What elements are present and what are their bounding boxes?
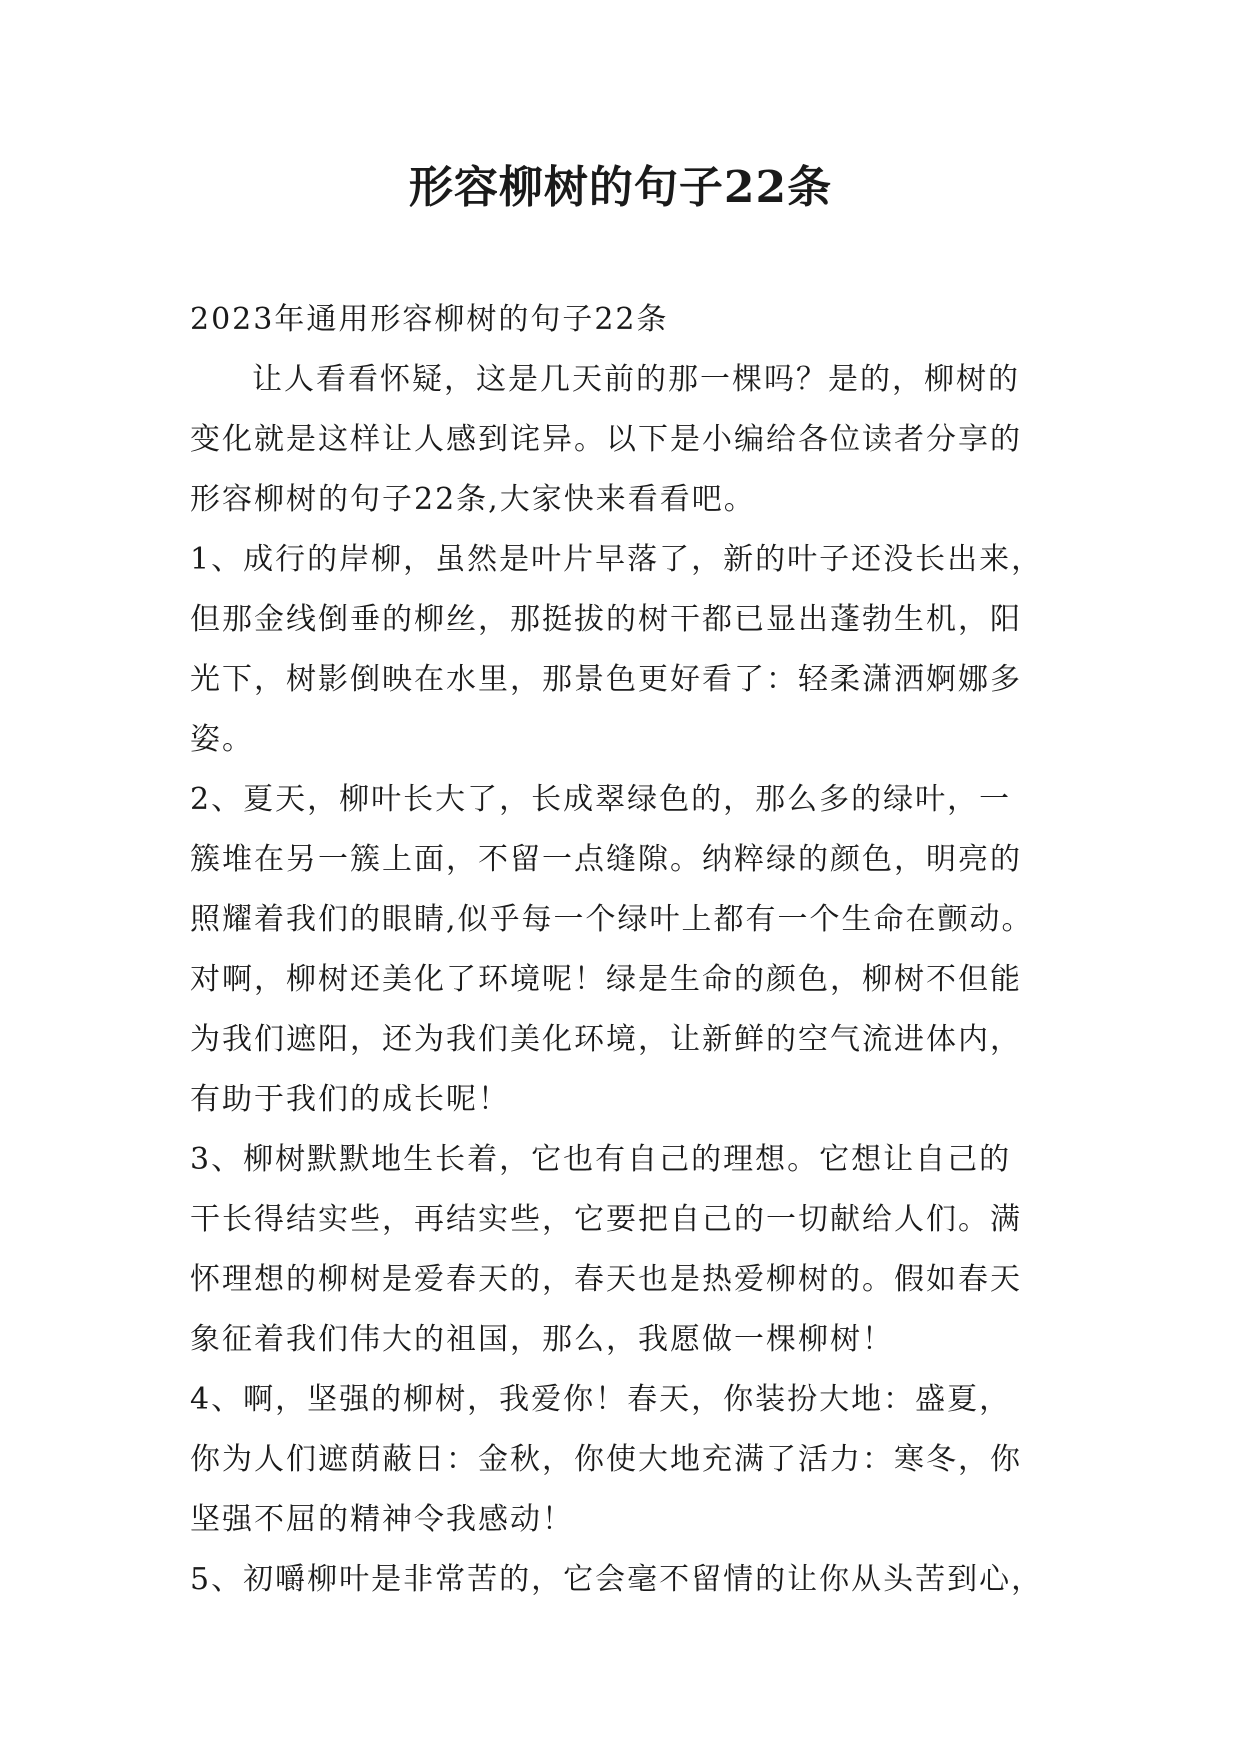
paragraph-line: 1、成行的岸柳，虽然是叶片早落了，新的叶子还没长出来， (190, 542, 1044, 577)
paragraph-line: 3、柳树默默地生长着，它也有自己的理想。它想让自己的 (190, 1142, 1012, 1177)
paragraph-line: 你为人们遮荫蔽日：金秋，你使大地充满了活力：寒冬，你 (190, 1442, 1022, 1477)
paragraph-line: 2、夏天，柳叶长大了，长成翠绿色的，那么多的绿叶，一 (190, 782, 1012, 817)
intro-line: 变化就是这样让人感到诧异。以下是小编给各位读者分享的 (190, 422, 1022, 457)
paragraph-line: 簇堆在另一簇上面，不留一点缝隙。纳粹绿的颜色，明亮的 (190, 842, 1022, 877)
document-body (190, 290, 1070, 1610)
paragraph-line: 象征着我们伟大的祖国，那么，我愿做一棵柳树！ (190, 1322, 894, 1357)
document-title: 形容柳树的句子22条 (408, 162, 833, 213)
paragraph-line: 怀理想的柳树是爱春天的，春天也是热爱柳树的。假如春天 (190, 1262, 1022, 1297)
paragraph-line: 有助于我们的成长呢！ (190, 1082, 510, 1117)
intro-line: 让人看看怀疑，这是几天前的那一棵吗？是的，柳树的 (252, 362, 1020, 397)
paragraph-line: 姿。 (190, 722, 254, 757)
paragraph-line: 4、啊，坚强的柳树，我爱你！春天，你装扮大地：盛夏， (190, 1382, 1012, 1417)
paragraph-line: 干长得结实些，再结实些，它要把自己的一切献给人们。满 (190, 1202, 1022, 1237)
subtitle-line: 2023年通用形容柳树的句子22条 (190, 302, 669, 337)
paragraph-line: 对啊，柳树还美化了环境呢！绿是生命的颜色，柳树不但能 (190, 962, 1022, 997)
intro-line: 形容柳树的句子22条,大家快来看看吧。 (190, 482, 756, 517)
paragraph-line: 光下，树影倒映在水里，那景色更好看了：轻柔潇洒婀娜多 (190, 662, 1022, 697)
paragraph-line: 但那金线倒垂的柳丝，那挺拔的树干都已显出蓬勃生机，阳 (190, 602, 1022, 637)
paragraph-line: 坚强不屈的精神令我感动！ (190, 1502, 574, 1537)
paragraph-line: 5、初嚼柳叶是非常苦的，它会毫不留情的让你从头苦到心， (190, 1562, 1044, 1597)
paragraph-line: 照耀着我们的眼睛,似乎每一个绿叶上都有一个生命在颤动。 (190, 902, 1034, 937)
paragraph-line: 为我们遮阳，还为我们美化环境，让新鲜的空气流进体内， (190, 1022, 1022, 1057)
